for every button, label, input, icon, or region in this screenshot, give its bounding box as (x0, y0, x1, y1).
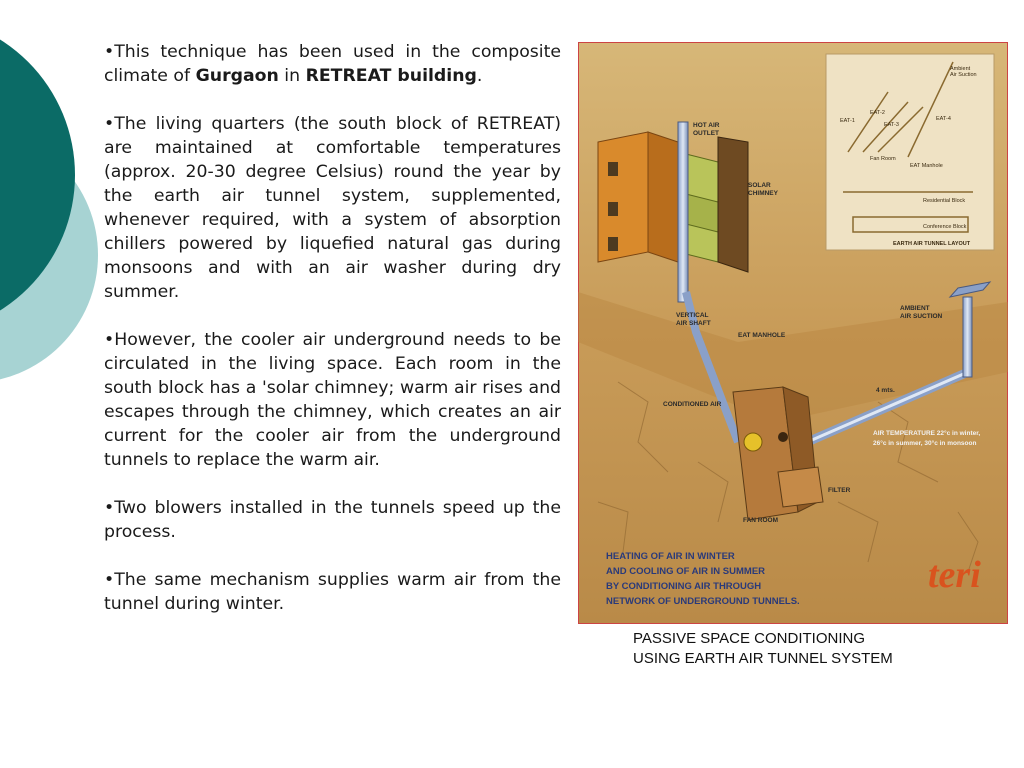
label-fan-room: FAN ROOM (743, 517, 779, 524)
paragraph-5: •The same mechanism supplies warm air from the tunnel during winter. (104, 570, 561, 614)
paragraph-2: •The living quarters (the south block of RETREAT) are maintained at comfortable temperatures (approx. 20-30 degree Celsius) round the year by the earth air tunnel system, supplemented, whenever required, with a system of absorption chillers powered by liquefied natural gas during monsoons and with an air washer during dry summer. (104, 114, 561, 302)
teri-logo: teri (928, 554, 981, 596)
earth-air-tunnel-illustration (578, 42, 1008, 624)
svg-text:EAT-2: EAT-2 (870, 110, 885, 116)
svg-text:EAT-4: EAT-4 (936, 116, 951, 122)
label-ambient-air-suction: AMBIENT AIR SUCTION (900, 305, 943, 320)
svg-text:EAT-1: EAT-1 (840, 118, 855, 124)
svg-text:EAT Manhole: EAT Manhole (910, 163, 943, 169)
vertical-air-shaft (678, 122, 688, 302)
label-hot-air-outlet: HOT AIR OUTLET (693, 122, 720, 137)
svg-text:BY CONDITIONING AIR THROUGH: BY CONDITIONING AIR THROUGH (606, 581, 762, 592)
label-air-temperature: AIR TEMPERATURE 22°c in winter, 26°c in summer, 30°c in monsoon (873, 430, 981, 447)
label-depth: 4 mts. (876, 387, 895, 394)
label-vertical-air-shaft: VERTICAL AIR SHAFT (676, 312, 711, 327)
label-conditioned-air: CONDITIONED AIR (663, 401, 722, 408)
svg-text:AND COOLING OF AIR IN SUMMER: AND COOLING OF AIR IN SUMMER (606, 566, 766, 577)
retreat-building-bold: RETREAT building (305, 66, 477, 86)
layout-inset (826, 54, 994, 250)
svg-text:Residential Block: Residential Block (923, 198, 966, 204)
svg-text:AmbientAir Suction: Ambient Air Suction (950, 66, 977, 78)
svg-text:NETWORK OF UNDERGROUND TUNNELS: NETWORK OF UNDERGROUND TUNNELS. (606, 596, 800, 607)
gurgaon-bold: Gurgaon (195, 66, 279, 86)
figure-caption (633, 629, 993, 669)
label-eat-manhole: EAT MANHOLE (738, 332, 786, 339)
svg-text:Conference Block: Conference Block (923, 224, 967, 230)
body-text (104, 40, 561, 640)
paragraph-1: •This technique has been used in the composite climate of Gurgaon in RETREAT building. (104, 42, 561, 86)
svg-text:HEATING OF AIR IN WINTER: HEATING OF AIR IN WINTER (606, 551, 735, 562)
label-solar-chimney: SOLAR CHIMNEY (748, 182, 778, 197)
caption-line-1: PASSIVE SPACE CONDITIONING (633, 630, 865, 647)
paragraph-3: •However, the cooler air underground needs to be circulated in the living space. Each room in the south block has a 'solar chimney; warm air rises and escapes through the chimney, which creates an air current for the cooler air from the underground tunnels to replace the warm air. (104, 330, 561, 470)
paragraph-4: •Two blowers installed in the tunnels speed up the process. (104, 498, 561, 542)
ambient-suction-shaft (963, 297, 972, 377)
svg-text:EAT-3: EAT-3 (884, 122, 899, 128)
label-filter: FILTER (828, 487, 851, 494)
caption-line-2: USING EARTH AIR TUNNEL SYSTEM (633, 650, 893, 667)
svg-text:EARTH AIR TUNNEL LAYOUT: EARTH AIR TUNNEL LAYOUT (893, 241, 971, 247)
building-block (598, 132, 748, 272)
svg-text:Fan Room: Fan Room (870, 156, 896, 162)
